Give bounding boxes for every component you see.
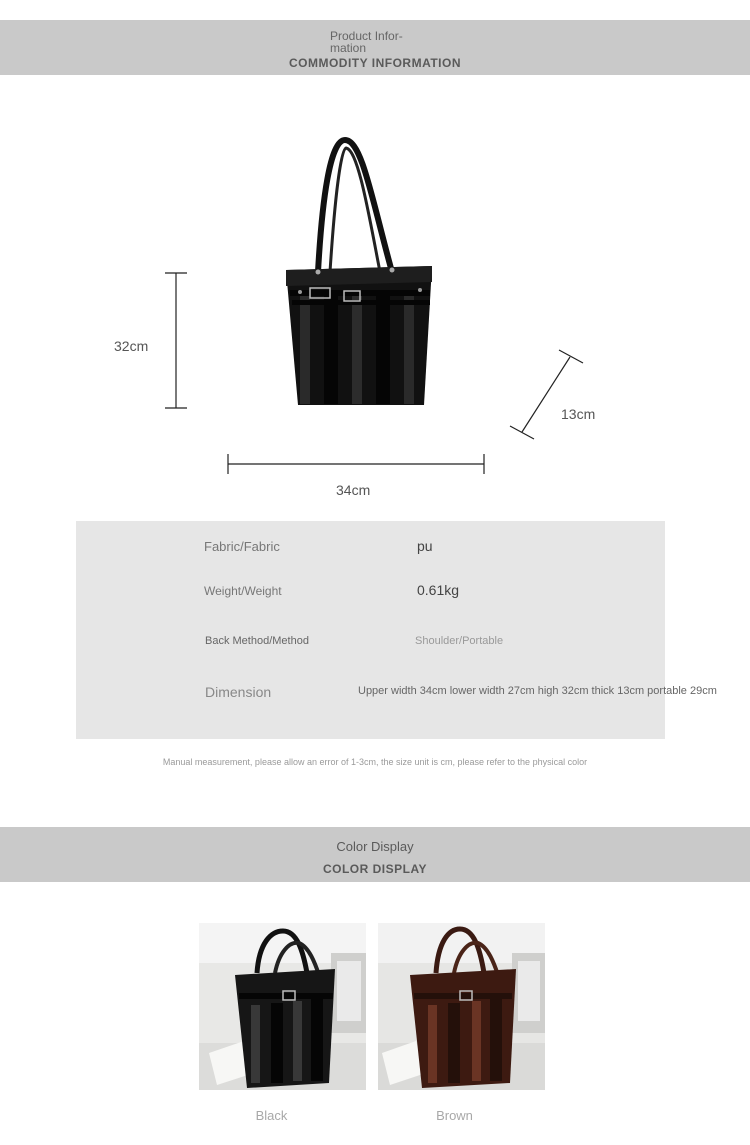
color-swatch-brown[interactable] [378,923,545,1090]
spec-value-fabric: pu [417,538,433,554]
width-dimension-label: 34cm [336,482,371,498]
header-title: COMMODITY INFORMATION [288,56,462,70]
depth-dimension-label: 13cm [561,406,596,422]
color-name-black: Black [255,1108,288,1123]
bag-handle [330,148,380,272]
spec-value-back-method: Shoulder/Portable [415,635,504,647]
header-subtitle-line2: mation [330,41,367,55]
color-swatch-black[interactable] [199,923,366,1090]
color-display-title: COLOR DISPLAY [322,862,428,876]
bag-main-image [0,0,750,520]
header-subtitle-line1: Product Infor- [330,29,403,43]
height-dimension-label: 32cm [114,338,149,354]
color-name-brown: Brown [436,1108,473,1123]
spec-value-dimension: Upper width 34cm lower width 27cm high 32cm thick 13cm portable 29cm [358,685,717,697]
spec-label-dimension: Dimension [205,684,272,700]
spec-label-weight: Weight/Weight [204,584,282,598]
measurement-note: Manual measurement, please allow an error of 1-3cm, the size unit is cm, please refer to the physical color [162,757,588,767]
brown-bag-image [378,923,545,1090]
color-display-band [0,827,750,882]
spec-label-fabric: Fabric/Fabric [204,539,280,554]
color-display-subtitle: Color Display [336,839,414,854]
spec-table [76,521,665,739]
spec-value-weight: 0.61kg [417,582,460,598]
spec-label-back-method: Back Method/Method [205,635,309,647]
black-bag-image [199,923,366,1090]
